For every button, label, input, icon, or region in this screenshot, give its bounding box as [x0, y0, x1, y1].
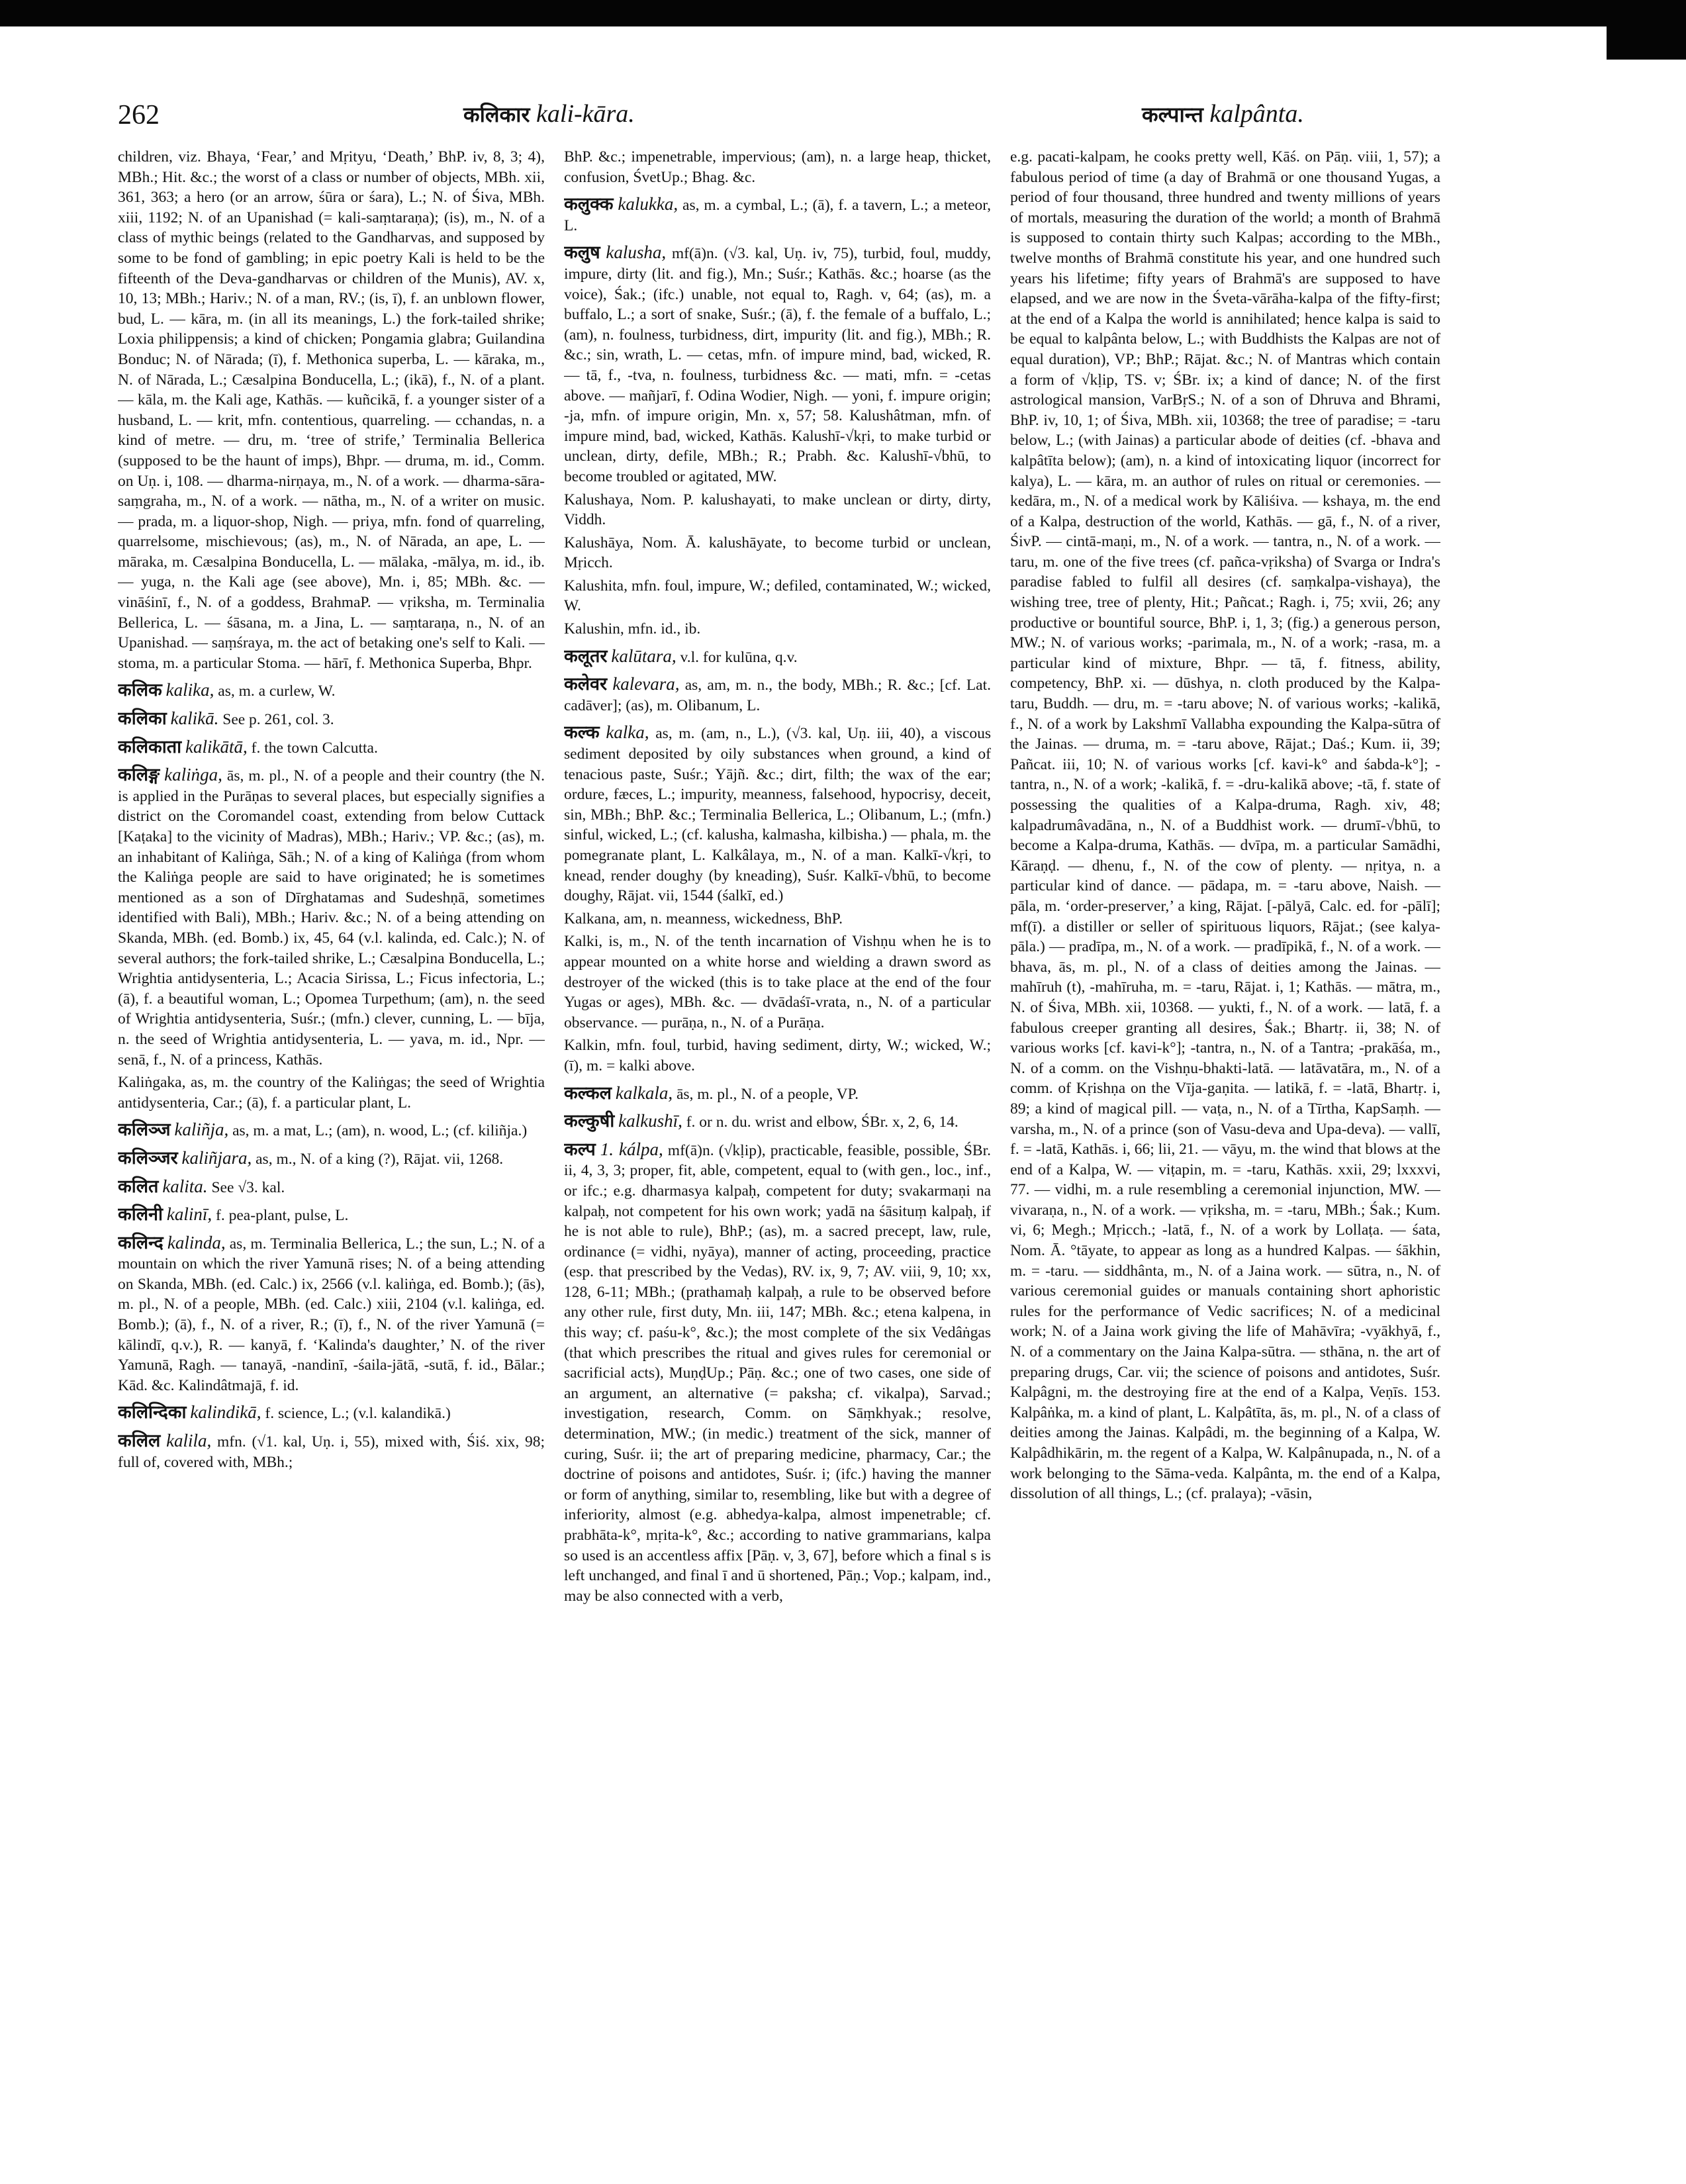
dictionary-entry	[1010, 147, 1440, 1504]
headword-devanagari: कलिञ्ज	[118, 1119, 171, 1141]
entry-definition: See √3. kal.	[211, 1178, 285, 1196]
entry-definition: ās, m. pl., N. of a people and their country (the N. is applied in the Purāṇas to several places, but especially signifies a district on the Coromandel coast, extending from below Cuttack [Kaṭaka] to the vicinity of Madras), MBh.; Hariv.; VP. &c.; (as), m. an inhabitant of Kaliṅga, Sāh.; N. of a king of Kaliṅga (from whom the Kaliṅga people are said to have originated; he is sometimes mentioned as a son of Dīrghatamas and Sudeshṇā, sometimes identified with Bali), MBh.; Hariv. &c.; N. of a being attending on Skanda, MBh. (ed. Bomb.) ix, 45, 64 (v.l. kalinda, ed. Calc.); N. of several authors; the fork-tailed shrike, L.; Cæsalpina Bonducella, L.; Wrightia antidysenteria, L.; Acacia Sirissa, L.; Ficus infectoria, L.; (ā), f. a beautiful woman, L.; Opomea Turpethum; (am), n. the seed of Wrightia antidysenteria, Suśr.; (mfn.) clever, cunning, L. — bīja, n. the seed of Wrightia antidysenteria, L. — yava, m. id., Npr. — senā, f., N. of a princess, Kathās.	[118, 767, 545, 1068]
dictionary-entry	[118, 1233, 545, 1396]
entry-definition: as, m. a cymbal, L.; (ā), f. a tavern, L.; a meteor, L.	[564, 197, 991, 234]
dictionary-entry	[118, 1176, 545, 1198]
headword-devanagari: कलुक्क	[564, 194, 614, 215]
entry-definition: Kalkin, mfn. foul, turbid, having sediment, dirty, W.; wicked, W.; (ī), m. = kalki above.	[564, 1037, 991, 1074]
entry-definition: as, m. a mat, L.; (am), n. wood, L.; (cf. kiliñja.)	[232, 1122, 528, 1140]
dictionary-entry	[118, 1119, 545, 1141]
headword-transliteration: kalika,	[165, 680, 214, 700]
dictionary-entry	[564, 533, 991, 573]
entry-definition: Kalki, is, m., N. of the tenth incarnation of Vishṇu when he is to appear mounted on a white horse and wielding a drawn sword as destroyer of the wicked (this is to take place at the end of the four Yugas or ages), MBh. &c. — dvādaśī-vrata, n., N. of a particular observance. — purāṇa, n., N. of a Purāṇa.	[564, 933, 991, 1031]
entry-definition: f. science, L.; (v.l. kalandikā.)	[265, 1405, 451, 1423]
entry-definition: as, m., N. of a king (?), Rājat. vii, 1268.	[256, 1150, 504, 1168]
dictionary-entry	[118, 1148, 545, 1170]
headword-devanagari: कलूतर	[564, 645, 608, 667]
dictionary-entry	[564, 1035, 991, 1076]
headword-devanagari: कलिञ्जर	[118, 1147, 178, 1168]
page-number: 262	[118, 100, 160, 130]
scan-top-border	[0, 0, 1686, 26]
headword-transliteration: kaliñjara,	[181, 1147, 252, 1168]
running-head-left	[463, 99, 635, 128]
dictionary-entry	[118, 708, 545, 730]
dictionary-entry	[564, 147, 991, 187]
running-head-right	[1142, 99, 1304, 128]
dictionary-entry	[564, 490, 991, 530]
entry-definition: Kalushāya, Nom. Ā. kalushāyate, to become turbid or unclean, Mṛicch.	[564, 534, 991, 572]
dictionary-entry	[564, 242, 991, 487]
headword-transliteration: kaliñja,	[174, 1119, 229, 1140]
entry-definition: Kalushaya, Nom. P. kalushayati, to make unclean or dirty, dirty, Viddh.	[564, 491, 991, 529]
entry-definition: See p. 261, col. 3.	[222, 711, 334, 729]
headword-transliteration: kalinī,	[166, 1204, 212, 1225]
dictionary-entry	[118, 147, 545, 673]
dictionary-entry	[118, 737, 545, 759]
headword-transliteration: kalita.	[162, 1176, 208, 1196]
headword-devanagari: कलिका	[118, 708, 167, 730]
headword-devanagari: कलिन्द	[118, 1232, 164, 1253]
headword-devanagari: कलिकाता	[118, 736, 182, 757]
headword-devanagari: कल्कुषी	[564, 1111, 615, 1132]
headword-devanagari: कल्क	[564, 722, 600, 743]
scan-edge-mark	[1607, 0, 1686, 60]
headword-devanagari: कलित	[118, 1176, 159, 1197]
page-header	[0, 99, 1686, 139]
entry-definition: Kalushita, mfn. foul, impure, W.; defiled, contaminated, W.; wicked, W.	[564, 577, 991, 615]
headword-transliteration: kalikātā,	[185, 736, 248, 757]
entry-definition: BhP. &c.; impenetrable, impervious; (am), n. a large heap, thicket, confusion, ŚvetUp.; Bhag. &c.	[564, 148, 991, 186]
dictionary-entry	[118, 765, 545, 1070]
headword-transliteration: kalevara,	[612, 674, 680, 694]
entry-definition: children, viz. Bhaya, ‘Fear,’ and Mṛityu, ‘Death,’ BhP. iv, 8, 3; 4), MBh.; Hit. &c.; the worst of a class or number of objects, MBh. xii, 361, 363; a hero (or an arrow, śūra or śara), L.; N. of Śiva, MBh. xiii, 1192; N. of an Upanishad (= kali-saṃtaraṇa); (is), m., N. of a class of mythic beings (related to the Gandharvas, and supposed by some to be fond of gambling; in epic poetry Kali is held to be the fifteenth of the Deva-gandharvas or children of the Munis), AV. x, 10, 13; MBh.; Hariv.; N. of a man, RV.; (is, ī), f. an unblown flower, bud, L. — kāra, m. (in all its meanings, L.) the fork-tailed shrike; Loxia philippensis; a kind of chicken; Pongamia glabra; Guilandina Bonduc; N. of Nārada; (ī), f. Methonica superba, L. — kāraka, m., N. of Nārada, L.; Cæsalpina Bonducella, L.; (ikā), f., N. of a plant. — kāla, m. the Kali age, Kathās. — kuñcikā, f. a younger sister of a husband, L. — krit, mfn. contentious, quarreling. — cchandas, n. a kind of metre. — dru, m. ‘tree of strife,’ Terminalia Bellerica (supposed to be the haunt of imps), Bhpr. — druma, m. id., Comm. on Uṇ. i, 108. — dharma-nirṇaya, m., N. of a work. — dharma-sāra-saṃgraha, m., N. of a work. — nātha, m., N. of a writer on music. — prada, m. a liquor-shop, Nigh. — priya, mfn. fond of quarreling, quarrelsome, mischievous; (as), m., N. of Nārada, an ape, L. — māraka, m. Cæsalpina Bonducella, L. — mālaka, -mālya, m. id., ib. — yuga, n. the Kali age (see above), Mn. i, 85; MBh. &c. — vināśinī, f., N. of a goddess, BrahmaP. — vṛiksha, m. Terminalia Bellerica, L. — śāsana, m. a Jina, L. — saṃtaraṇa, n., N. of an Upanishad. — saṃśraya, m. the act of betaking one's self to Kali. — stoma, m. a particular Stoma. — hārī, f. Methonica Superba, Bhpr.	[118, 148, 545, 672]
headword-transliteration: kalkala,	[615, 1082, 673, 1103]
running-head-left-roman: kali-kāra.	[536, 100, 635, 128]
headword-transliteration: kalkushī,	[618, 1111, 682, 1131]
headword-transliteration: kalila,	[166, 1431, 212, 1451]
headword-devanagari: कलेवर	[564, 674, 608, 695]
entry-definition: f. or n. du. wrist and elbow, ŚBr. x, 2, 6, 14.	[686, 1114, 959, 1131]
dictionary-entry	[564, 909, 991, 929]
headword-transliteration: kalusha,	[606, 242, 667, 263]
dictionary-entry	[118, 680, 545, 702]
entry-definition: as, m. (am, n., L.), (√3. kal, Uṇ. iii, 40), a viscous sediment deposited by oily substances when ground, a kind of tenacious paste, Suśr.; Yājñ. &c.; dirt, filth; the wax of the ear; ordure, fæces, L.; impurity, meanness, falsehood, hypocrisy, deceit, sin, MBh.; BhP. &c.; Terminalia Bellerica, L.; Olibanum, L.; (mfn.) sinful, wicked, L.; (cf. kalusha, kalmasha, kilbisha.) — phala, m. the pomegranate plant, L. Kalkâlaya, m., N. of a man. Kalkī-√kṛi, to knead, render doughy (by kneading), Suśr. Kalkī-√bhū, to become doughy, Rājat. vii, 1544 (śalkī, ed.)	[564, 725, 991, 905]
dictionary-entry	[564, 576, 991, 616]
entry-definition: v.l. for kulūna, q.v.	[680, 648, 798, 666]
headword-devanagari: कलिङ्ग	[118, 765, 160, 786]
dictionary-entry	[118, 1431, 545, 1472]
entry-definition: mf(ā)n. (√3. kal, Uṇ. iv, 75), turbid, foul, muddy, impure, dirty (lit. and fig.), Mn.; Suśr.; Kathās. &c.; hoarse (as the voice), Śak.; (ifc.) unable, not equal to, Ragh. v, 64; (as), m. a buffalo, L.; a sort of snake, Suśr.; (ā), f. the female of a buffalo, L.; (am), n. foulness, turbidness, dirt, impurity (lit. and fig.), MBh.; R. &c.; sin, wrath, L. — cetas, mfn. of impure mind, bad, wicked, R. — tā, f., -tva, n. foulness, turbidness &c. — mati, mfn. = -cetas above. — mañjarī, f. Odina Wodier, Nigh. — yoni, f. impure origin; -ja, mfn. of impure origin, Mn. x, 57; 58. Kalushâtman, mfn. of impure mind, bad, wicked, Kathās. Kalushī-√kṛi, to make turbid or unclean, dirty, defile, MBh.; R.; Prabh. &c. Kalushī-√bhū, to become troubled or agitated, MW.	[564, 245, 991, 485]
dictionary-entry	[118, 1204, 545, 1226]
entry-definition: mfn. (√1. kal, Uṇ. i, 55), mixed with, Śiś. xix, 98; full of, covered with, MBh.;	[118, 1433, 545, 1471]
dictionary-entry	[564, 194, 991, 236]
headword-transliteration: kalinda,	[167, 1232, 226, 1253]
headword-transliteration: kalka,	[606, 722, 649, 743]
dictionary-entry	[564, 674, 991, 716]
entry-definition: Kaliṅgaka, as, m. the country of the Kaliṅgas; the seed of Wrightia antidysenteria, Car.; (ā), f. a particular plant, L.	[118, 1074, 545, 1112]
entry-definition: as, m. a curlew, W.	[218, 683, 336, 700]
dictionary-column-3	[1010, 147, 1440, 2113]
running-head-left-devanagari: कलिकार	[463, 102, 530, 127]
headword-transliteration: 1. kálpa,	[600, 1139, 663, 1159]
entry-definition: ās, m. pl., N. of a people, VP.	[676, 1085, 859, 1103]
dictionary-entry	[564, 619, 991, 640]
entry-definition: e.g. pacati-kalpam, he cooks pretty well, Kāś. on Pāṇ. viii, 1, 57); a fabulous period of time (a day of Brahmā or one thousand Yugas, a period of four thousand, three hundred and twenty millions of years of mortals, measuring the duration of the world; a month of Brahmā is supposed to contain thirty such Kalpas; according to the MBh., twelve months of Brahmā constitute his year, and one hundred such years his lifetime; fifty years of Brahmā's are supposed to have elapsed, and we are now in the Śveta-vārāha-kalpa of the fifty-first; at the end of a Kalpa the world is annihilated; hence kalpa is said to be equal to kalpânta below, L.; with Buddhists the Kalpas are not of equal duration), VP.; BhP.; Rājat. &c.; N. of Mantras which contain a form of √kḷip, TS. v; ŚBr. ix; a kind of dance; N. of the first astrological mansion, VarBṛS.; N. of a son of Dhruva and Bhrami, BhP. iv, 10, 1; of Śiva, MBh. xii, 10368; the tree of paradise; = -taru below, L.; (with Jainas) a particular abode of deities (cf. -bhava and kalpâtīta below); (am), n. a kind of intoxicating liquor (incorrect for kalya), L. — kāra, m. an author of rules on ritual or ceremonies. — kedāra, m., N. of a medical work by Kāliśiva. — kshaya, m. the end of a Kalpa, destruction of the world, Kathās. — gā, f., N. of a river, ŚivP. — cintā-maṇi, m., N. of a work. — tantra, n., N. of a work. — taru, m. one of the five trees (cf. pañca-vṛiksha) of Svarga or Indra's paradise fabled to fulfil all desires (cf. saṃkalpa-vishaya), the wishing tree, tree of plenty, Hit.; Pañcat.; Ragh. i, 75; xvii, 26; any productive or bountiful source, BhP. i, 1, 3; (fig.) a generous person, MW.; N. of various works; -parimala, m., N. of a work; -rasa, m. a particular kind of mixture, Bhpr. — tā, f. fitness, ability, competency, BhP. xi. — dūshya, n. cloth produced by the Kalpa-taru, Buddh. — dru, m. = -taru above; N. of various works; -kalikā, f., N. of a work by Lakshmī Vallabha expounding the Kalpa-sūtra of the Jainas. — druma, m. = -taru above, Rājat.; Daś.; Kum. ii, 39; Pañcat. iii, 10; N. of various works [cf. kavi-k° and śabda-k°]; -tantra, n., N. of a work; -kalikā, f. = -dru-kalikā above; -tā, f. state of possessing the qualities of a Kalpa-druma, Ragh. xiv, 48; kalpadrumâvadāna, n., N. of a Buddhist work. — drumī-√bhū, to become a Kalpa-druma, Kathās. — dvīpa, m. a particular Samādhi, Kāraṇḍ. — dhenu, f., N. of the cow of plenty. — nṛitya, n. a particular kind of dance. — pādapa, m. = -taru above, Naish. — pāla, m. ‘order-preserver,’ a king, Rājat. [-pālyā, Calc. ed. for -pālī]; mf(ī). a distiller or seller of spirituous liquors, Rājat.; (see kalya-pāla.) — pradīpa, m., N. of a work. — pradīpikā, f., N. of a work. — bhava, ās, m. pl., N. of a class of deities among the Jainas. — mahīruh (t), -mahīruha, m. = -taru, Rājat. i, 1; Kathās. — mātra, m., N. of Śiva, MBh. xii, 10368. — yukti, f., N. of a work. — latā, f. a fabulous creeper granting all desires, Śak.; Bhartṛ. ii, 38; N. of various works [cf. kavi-k°]; -tantra, n., N. of a Tantra; -prakāśa, m., N. of a comm. on the Vishṇu-bhakti-latā. — latāvatāra, m., N. of a comm. of Kṛishṇa on the Vīja-gaṇita. — latikā, f. = -latā, Bhartṛ. i, 89; a kind of magical pill. — vaṭa, n., N. of a Tīrtha, KapSaṃh. — varsha, m., N. of a prince (son of Vasu-deva and Upa-deva). — vallī, f. = -latā, Kathās. i, 66; lii, 21. — vāyu, m. the wind that blows at the end of a Kalpa, W. — viṭapin, m. = -taru, Kathās. xxii, 29; lxxxvi, 77. — vidhi, m. a rule resembling a ceremonial injunction, MW. — vivaraṇa, n., N. of a work. — vṛiksha, m. = -taru, MBh.; Śak.; Kum. vi, 6; Megh.; Mṛicch.; -latā, f., N. of a work by Lollaṭa. — śata, Nom. Ā. °tāyate, to appear as long as a hundred Kalpas. — śākhin, m. = -taru. — siddhânta, m., N. of a Jaina work. — sūtra, n., N. of various ceremonial guides or manuals containing short aphoristic rules for the performance of Vedic sacrifices; N. of a medicinal work; N. of a Jaina work giving the life of Mahāvīra; -vyākhyā, f., N. of a commentary on the Jaina Kalpa-sūtra. — sthāna, n. the art of preparing drugs, Car. vii; the science of poisons and antidotes, Suśr. Kalpâgni, m. the destroying fire at the end of a Kalpa, Veṇīs. 153. Kalpâṅka, m. a kind of plant, L. Kalpâtīta, ās, m. pl., N. of a class of deities among the Jainas. Kalpâdi, m. the beginning of a Kalpa, W. Kalpâdhikārin, m. the regent of a Kalpa, W. Kalpânupada, n., N. of a work belonging to the Sāma-veda. Kalpânta, m. the end of a Kalpa, dissolution of all things, L.; (cf. pralaya); -vāsin,	[1010, 148, 1440, 1503]
entry-definition: as, am, m. n., the body, MBh.; R. &c.; [cf. Lat. cadāver]; (as), m. Olibanum, L.	[564, 677, 991, 714]
dictionary-column-2	[564, 147, 991, 2113]
dictionary-column-1	[118, 147, 545, 2113]
headword-transliteration: kalikā.	[170, 708, 219, 729]
entry-definition: Kalkana, am, n. meanness, wickedness, BhP.	[564, 910, 843, 927]
entry-definition: mf(ā)n. (√kḷip), practicable, feasible, possible, ŚBr. ii, 4, 3, 3; proper, fit, able, competent, equal to (with gen., loc., inf., or ifc.; e.g. dharmasya kalpaḥ, competent for duty; svakarmaṇi na kalpaḥ, not competent for his own work; yadā na śāsituṃ kalpaḥ, if he is not able to rule), BhP.; (as), m. a sacred precept, law, rule, ordinance (= vidhi, nyāya), manner of acting, proceeding, practice (esp. that prescribed by the Vedas), RV. ix, 9, 7; AV. viii, 9, 10; xx, 128, 6-11; MBh.; (prathamaḥ kalpaḥ, a rule to be observed before any other rule, first duty, Mn. iii, 147; MBh. &c.; etena kalpena, in this way; cf. paśu-k°, &c.); the most complete of the six Vedâṅgas (that which prescribes the ritual and gives rules for ceremonial or sacrificial acts), MuṇḍUp.; Pāṇ. &c.; one of two cases, one side of an argument, an alternative (= paksha; cf. vikalpa), Sarvad.; investigation, research, Comm. on Sāṃkhyak.; resolve, determination, MW.; (in medic.) treatment of the sick, manner of curing, Suśr. ii; the art of preparing medicine, pharmacy, Car.; the doctrine of poisons and antidotes, Suśr. i; (ifc.) having the manner or form of anything, similar to, resembling, like but with a degree of inferiority, almost (e.g. abhedya-kalpa, almost impenetrable; cf. prabhāta-k°, mṛita-k°, &c.; according to native grammarians, kalpa so used is an accentless affix [Pāṇ. v, 3, 67], before which a final s is left unchanged, and final ī and ū shortened, Pāṇ.; Vop.; kalpam, ind., may be also connected with a verb,	[564, 1141, 991, 1605]
headword-devanagari: कलिल	[118, 1431, 161, 1452]
dictionary-entry	[118, 1402, 545, 1424]
headword-devanagari: कलिन्दिका	[118, 1402, 187, 1423]
dictionary-entry	[564, 1111, 991, 1133]
headword-transliteration: kalindikā,	[190, 1402, 261, 1423]
dictionary-entry	[564, 931, 991, 1033]
running-head-right-devanagari: कल्पान्त	[1142, 102, 1203, 127]
dictionary-entry	[564, 646, 991, 668]
dictionary-entry	[564, 1139, 991, 1607]
entry-definition: as, m. Terminalia Bellerica, L.; the sun, L.; N. of a mountain on which the river Yamunā rises; N. of a being attending on Skanda, MBh. (ed. Calc.) ix, 2566 (v.l. kaliṅga, ed. Bomb.); (ās), m. pl., N. of a people, MBh. (ed. Calc.) xiii, 2104 (v.l. kaliṅga, ed. Bomb.); (ā), f., N. of a river, R.; (ī), f., N. of the river Yamunā (= kālindī, q.v.), R. — kanyā, f. ‘Kalinda's daughter,’ N. of the river Yamunā, Ragh. — tanayā, -nandinī, -śaila-jātā, -sutā, f. id., Bālar.; Kād. &c. Kalindâtmajā, f. id.	[118, 1235, 545, 1394]
headword-transliteration: kalūtara,	[611, 645, 677, 666]
dictionary-entry	[564, 722, 991, 906]
entry-definition: f. pea-plant, pulse, L.	[216, 1207, 349, 1225]
headword-devanagari: कलिक	[118, 680, 162, 701]
headword-devanagari: कलिनी	[118, 1204, 164, 1225]
headword-devanagari: कलुष	[564, 242, 600, 263]
entry-definition: f. the town Calcutta.	[251, 739, 378, 757]
entry-definition: Kalushin, mfn. id., ib.	[564, 620, 701, 638]
headword-transliteration: kalukka,	[618, 194, 679, 214]
headword-devanagari: कल्प	[564, 1139, 596, 1160]
dictionary-entry	[118, 1072, 545, 1113]
running-head-right-roman: kalpânta.	[1209, 100, 1304, 128]
dictionary-entry	[564, 1083, 991, 1105]
headword-transliteration: kaliṅga,	[164, 765, 222, 785]
headword-devanagari: कल्कल	[564, 1082, 612, 1104]
